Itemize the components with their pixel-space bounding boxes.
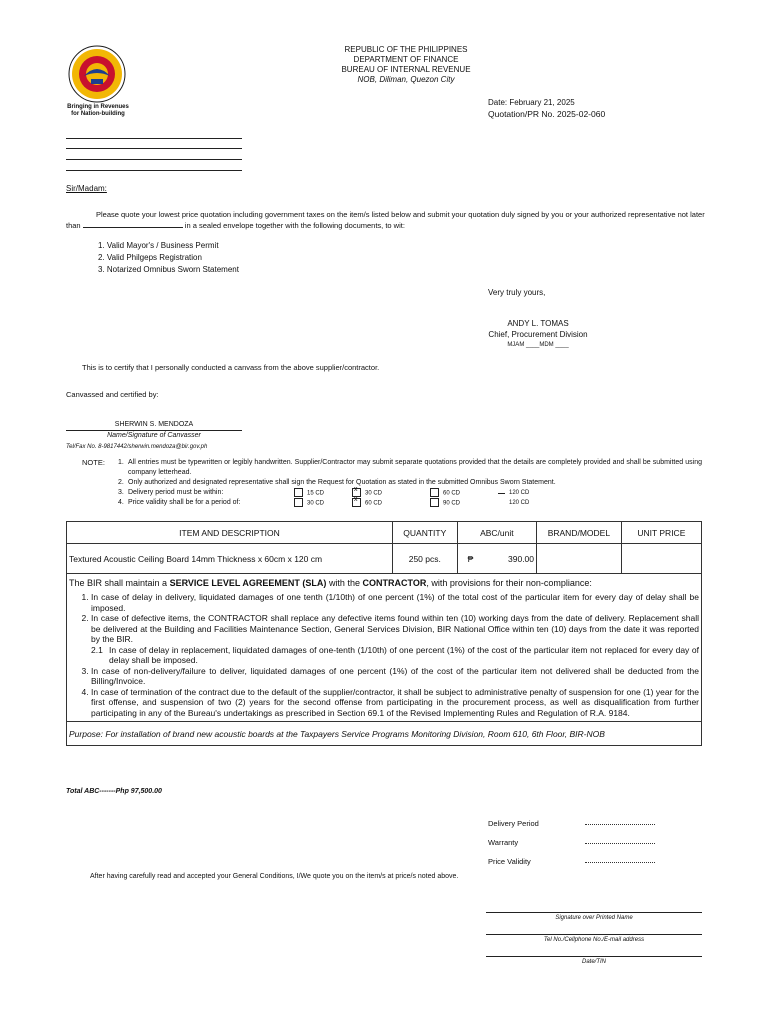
initials: MJAM ____MDM ____	[507, 342, 569, 348]
sla-row	[67, 574, 702, 722]
peso-icon: ₱	[467, 553, 474, 564]
intro-paragraph: Please quote your lowest price quotation including government taxes on the item/s listed below and submit your quotation duly signed by you or your authorized representative not later than in a sealed envelope together with the following documents, to wit:	[66, 210, 705, 230]
purpose-row	[67, 722, 702, 746]
date-tin-line[interactable]	[486, 956, 702, 957]
validity-option[interactable]: 30 CD	[294, 498, 352, 508]
list-item: 3. In case of non-delivery/failure to deliver, liquidated damages of one percent (1%) of the cost of the particular item not delivered shall be deducted from the Billing/Invoice.	[91, 666, 699, 687]
signatory-block	[458, 318, 618, 351]
header-line-2: DEPARTMENT OF FINANCE	[353, 55, 459, 64]
quotation-number: Quotation/PR No. 2025-02-060	[488, 109, 606, 119]
canvasser-block	[66, 420, 242, 441]
list-item: 3. Notarized Omnibus Sworn Statement	[98, 265, 239, 274]
documents-list	[98, 240, 239, 276]
canvasser-contact: Tel/Fax No. 8-9817442/sherwin.mendoza@bir.gov.ph	[66, 444, 208, 450]
address-line[interactable]	[66, 148, 242, 149]
price-validity-field[interactable]	[585, 862, 655, 863]
acceptance-text: After having carefully read and accepted your General Conditions, I/We quote you on the item/s at price/s noted above.	[90, 873, 459, 880]
contact-label: Tel No./Cellphone No./E-mail address	[543, 937, 645, 943]
sla-intro: The BIR shall maintain a SERVICE LEVEL AGREEMENT (SLA) with the CONTRACTOR, with provisions for their non-compliance:	[69, 578, 592, 588]
item-quantity: 250 pcs.	[392, 544, 457, 574]
col-item: ITEM AND DESCRIPTION	[67, 522, 393, 544]
delivery-period-field[interactable]	[585, 824, 655, 825]
date-tin-label: Date/TIN	[581, 959, 606, 965]
delivery-option[interactable]: 15 CD	[294, 488, 352, 498]
delivery-option[interactable]: 120 CD	[498, 488, 529, 498]
sla-list	[69, 592, 699, 718]
header-line-4: NOB, Diliman, Quezon City	[357, 75, 455, 84]
document-date: Date: February 21, 2025	[488, 98, 575, 107]
brand-input[interactable]	[537, 544, 622, 574]
col-unit-price: UNIT PRICE	[621, 522, 701, 544]
checkbox-icon	[294, 488, 303, 497]
logo-tagline: Bringing in Revenues for Nation-building	[67, 104, 129, 117]
certify-heading: Canvassed and certified by:	[66, 390, 159, 399]
price-validity-label: Price Validity	[488, 857, 531, 866]
total-abc: Total ABC-------Php 97,500.00	[66, 788, 162, 795]
very-truly: Very truly yours,	[488, 288, 546, 297]
signature-label: Signature over Printed Name	[555, 915, 633, 921]
sla-block	[67, 574, 702, 722]
signature-line[interactable]	[486, 912, 702, 913]
checkbox-icon	[294, 498, 303, 507]
terms-block	[488, 814, 539, 871]
signatory-name: ANDY L. TOMAS	[507, 319, 569, 328]
note-block: 1. All entries must be typewritten or legibly handwritten. Supplier/Contractor may submit separate quotations provided that the details are completely provided and shall be submitted using company letterhead. 2. Only authorized and designated representative shall sign the Request for Quotation as stated in the submitted Omnibus Sworn Statement. 3. Delivery period must be within: 15 CD x 30 CD 60 CD 120 CD 4. Price validity shall be for a period of: 30 CD x 60 CD 90 CD 120 CD	[118, 458, 702, 508]
list-item: 1. Valid Mayor's / Business Permit	[98, 241, 219, 250]
deadline-blank[interactable]	[83, 220, 183, 228]
delivery-period-label: Delivery Period	[488, 819, 539, 828]
validity-option[interactable]: x 60 CD	[352, 498, 430, 508]
warranty-label: Warranty	[488, 838, 519, 847]
table-header-row	[67, 522, 702, 544]
list-item: 2. In case of defective items, the CONTRACTOR shall replace any defective items found within ten (10) working days from the date of delivery. Replacement shall be delivered at the Building and Facilities Maintenance Section, General Services Division, BIR National Office within ten (10) days from the date it was reported by the BIR. 2.1 In case of delay in replacement, liquidated damages of one-tenth (1/10th) of one percent (1%) of the cost of the particular item not replaced for every day of delay shall be imposed.	[91, 613, 699, 666]
list-item: 4. In case of termination of the contract due to the default of the supplier/contractor, it shall be subject to administrative penalty of suspension for one (1) year for the first offense, and suspension of two (2) years for the second offense from participating in the procurement process, as well as disqualification from further participating in any of the Bureau's undertakings as prescribed in Section 69.1 of the Revised Implementing Rules and Regulation of R.A. 9184.	[91, 687, 699, 719]
salutation: Sir/Madam:	[66, 184, 107, 193]
item-description: Textured Acoustic Ceiling Board 14mm Thickness x 60cm x 120 cm	[67, 544, 393, 574]
checkbox-icon	[430, 488, 439, 497]
address-line[interactable]	[66, 138, 242, 139]
col-brand: BRAND/MODEL	[537, 522, 622, 544]
canvasser-caption: Name/Signature of Canvasser	[107, 432, 201, 439]
address-line[interactable]	[66, 159, 242, 160]
col-quantity: QUANTITY	[392, 522, 457, 544]
list-item: 1. In case of delay in delivery, liquidated damages of one tenth (1/10th) of one percent (1%) of the total cost of the particular item for every day of delay shall be imposed.	[91, 592, 699, 613]
items-table	[66, 521, 702, 746]
note-label: NOTE:	[82, 458, 105, 467]
table-row	[67, 544, 702, 574]
checkbox-icon	[498, 490, 505, 494]
canvasser-name: SHERWIN S. MENDOZA	[66, 420, 242, 431]
signatory-title: Chief, Procurement Division	[488, 330, 588, 339]
checkbox-checked-icon	[352, 498, 361, 507]
warranty-field[interactable]	[585, 843, 655, 844]
checkbox-icon	[498, 499, 505, 506]
delivery-option[interactable]: 60 CD	[430, 488, 498, 498]
header-line-3: BUREAU OF INTERNAL REVENUE	[341, 65, 471, 74]
validity-option[interactable]: 90 CD	[430, 498, 498, 508]
checkbox-icon	[430, 498, 439, 507]
letterhead	[300, 45, 512, 85]
contact-line[interactable]	[486, 934, 702, 935]
certify-text: This is to certify that I personally conducted a canvass from the above supplier/contractor.	[82, 363, 380, 372]
bir-logo	[62, 44, 132, 104]
delivery-option[interactable]: x 30 CD	[352, 488, 430, 498]
unit-price-input[interactable]	[621, 544, 701, 574]
item-abc: ₱ 390.00	[457, 544, 536, 574]
header-line-1: REPUBLIC OF THE PHILIPPINES	[344, 45, 468, 54]
list-item: 2. Valid Philgeps Registration	[98, 253, 202, 262]
address-line[interactable]	[66, 170, 242, 171]
validity-option[interactable]: 120 CD	[498, 498, 529, 508]
col-abc: ABC/unit	[457, 522, 536, 544]
purpose-text: Purpose: For installation of brand new acoustic boards at the Taxpayers Service Programs Monitoring Division, Room 610, 6th Floor, BIR-NOB	[67, 722, 702, 746]
